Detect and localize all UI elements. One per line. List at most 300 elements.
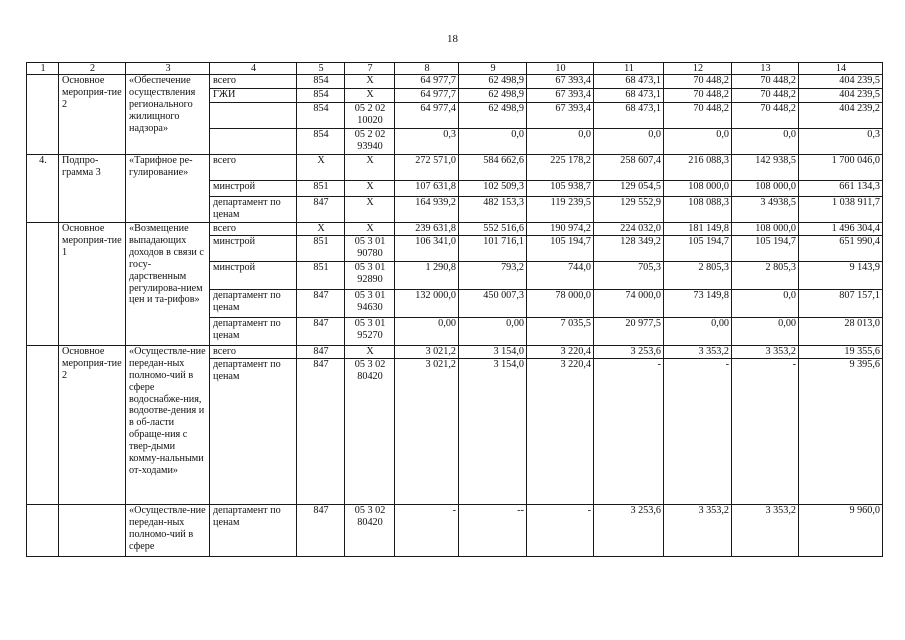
value-cell xyxy=(664,197,732,223)
value-cell-text: 105 194,7 xyxy=(688,235,729,247)
csr-code-cell-text: Х xyxy=(366,181,374,192)
value-cell-text: 450 007,3 xyxy=(483,289,524,301)
executor-cell xyxy=(210,289,297,317)
value-cell xyxy=(459,89,527,103)
value-cell-text: 67 393,4 xyxy=(555,75,591,86)
value-cell-text: 807 157,1 xyxy=(839,289,880,301)
value-cell-text: 9 960,0 xyxy=(849,504,880,516)
value-cell xyxy=(799,345,883,358)
value-cell xyxy=(395,235,459,261)
table-body xyxy=(27,75,883,557)
value-cell-text: 105 938,7 xyxy=(550,181,591,192)
grbs-code-cell-text: 854 xyxy=(313,103,329,114)
value-cell xyxy=(459,223,527,236)
value-cell xyxy=(459,235,527,261)
value-cell-text: 119 239,5 xyxy=(550,197,591,208)
header-cell: 13 xyxy=(732,63,799,75)
value-cell-text: 108 000,0 xyxy=(755,181,796,192)
value-cell xyxy=(664,345,732,358)
value-cell xyxy=(527,261,594,289)
value-cell xyxy=(594,504,664,556)
csr-code-cell xyxy=(345,181,395,197)
value-cell xyxy=(459,103,527,129)
value-cell xyxy=(395,103,459,129)
value-cell-text: 0,00 xyxy=(438,317,456,329)
csr-code-cell xyxy=(345,155,395,181)
csr-code-cell-text: Х xyxy=(366,345,374,357)
value-cell-text: 3 4938,5 xyxy=(760,197,796,208)
value-cell xyxy=(799,289,883,317)
value-cell-text: 0,00 xyxy=(506,317,524,329)
value-cell-text: 7 035,5 xyxy=(560,317,591,329)
value-cell xyxy=(395,89,459,103)
value-cell-text: 68 473,1 xyxy=(625,103,661,114)
value-cell xyxy=(732,89,799,103)
value-cell-text: 3 220,4 xyxy=(560,345,591,357)
program-name-cell-text: Основное мероприя-тие 2 xyxy=(62,345,122,381)
program-name-cell xyxy=(59,504,126,556)
item-number-cell xyxy=(27,223,59,346)
value-cell xyxy=(395,197,459,223)
header-cell: 9 xyxy=(459,63,527,75)
value-cell-text: 0,00 xyxy=(711,317,729,329)
value-cell xyxy=(527,89,594,103)
header-cell: 14 xyxy=(799,63,883,75)
value-cell-text: 101 716,1 xyxy=(483,235,524,247)
value-cell-text: - xyxy=(657,358,661,370)
value-cell-text: 132 000,0 xyxy=(415,289,456,301)
value-cell xyxy=(395,358,459,504)
executor-cell-text: всего xyxy=(213,75,236,86)
csr-code-cell xyxy=(345,197,395,223)
item-number-cell xyxy=(27,345,59,504)
value-cell-text: 3 154,0 xyxy=(493,358,524,370)
value-cell xyxy=(664,358,732,504)
grbs-code-cell-text: 854 xyxy=(313,75,329,86)
value-cell-text: 239 631,8 xyxy=(415,223,456,234)
csr-code-cell-text: 05 3 01 90780 xyxy=(354,235,386,259)
csr-code-cell xyxy=(345,75,395,89)
executor-cell xyxy=(210,261,297,289)
value-cell xyxy=(527,504,594,556)
value-cell-text: 661 134,3 xyxy=(839,181,880,192)
program-name-cell xyxy=(59,345,126,504)
value-cell-text: 3 154,0 xyxy=(493,345,524,357)
value-cell xyxy=(594,197,664,223)
executor-cell-text: минстрой xyxy=(213,261,256,273)
value-cell xyxy=(459,504,527,556)
value-cell xyxy=(527,155,594,181)
program-title-cell-text: «Осуществле-ние передан-ных полномо-чий в сфере xyxy=(129,504,206,552)
program-name-cell xyxy=(59,155,126,223)
header-cell: 10 xyxy=(527,63,594,75)
value-cell xyxy=(459,129,527,155)
value-cell-text: 74 000,0 xyxy=(625,289,661,301)
executor-cell xyxy=(210,358,297,504)
value-cell-text: 78 000,0 xyxy=(555,289,591,301)
value-cell-text: 0,0 xyxy=(648,129,661,140)
value-cell-text: 3 253,6 xyxy=(630,345,661,357)
value-cell-text: 3 353,2 xyxy=(698,345,729,357)
csr-code-cell xyxy=(345,358,395,504)
value-cell xyxy=(527,317,594,345)
value-cell xyxy=(459,317,527,345)
value-cell-text: 404 239,5 xyxy=(839,75,880,86)
csr-code-cell-text: 05 3 01 92890 xyxy=(354,261,386,285)
grbs-code-cell xyxy=(297,197,345,223)
value-cell xyxy=(527,181,594,197)
value-cell-text: 272 571,0 xyxy=(415,155,456,166)
value-cell-text: -- xyxy=(517,504,524,516)
grbs-code-cell-text: 851 xyxy=(313,261,329,273)
value-cell xyxy=(732,504,799,556)
grbs-code-cell-text: 854 xyxy=(313,89,329,100)
csr-code-cell xyxy=(345,103,395,129)
value-cell xyxy=(732,223,799,236)
value-cell xyxy=(799,155,883,181)
header-cell: 1 xyxy=(27,63,59,75)
value-cell xyxy=(527,358,594,504)
value-cell xyxy=(527,197,594,223)
csr-code-cell-text: 05 2 02 93940 xyxy=(354,129,386,152)
executor-cell-text: департамент по ценам xyxy=(213,358,281,382)
grbs-code-cell-text: 851 xyxy=(313,235,329,247)
header-cell: 5 xyxy=(297,63,345,75)
value-cell-text: 19 355,6 xyxy=(844,345,880,357)
executor-cell-text: ГЖИ xyxy=(213,89,236,100)
value-cell-text: 62 498,9 xyxy=(488,75,524,86)
value-cell-text: 404 239,5 xyxy=(839,89,880,100)
value-cell-text: 107 631,8 xyxy=(415,181,456,192)
value-cell-text: 1 038 911,7 xyxy=(831,197,880,208)
grbs-code-cell xyxy=(297,103,345,129)
value-cell xyxy=(594,289,664,317)
program-name-cell xyxy=(59,223,126,346)
csr-code-cell-text: Х xyxy=(366,223,374,234)
value-cell-text: 70 448,2 xyxy=(760,75,796,86)
csr-code-cell-text: 05 3 02 80420 xyxy=(354,358,386,382)
executor-cell xyxy=(210,223,297,236)
value-cell-text: 3 220,4 xyxy=(560,358,591,370)
value-cell-text: 70 448,2 xyxy=(693,103,729,114)
value-cell-text: 0,0 xyxy=(783,289,796,301)
value-cell-text: 0,3 xyxy=(867,129,880,140)
program-title-cell xyxy=(126,223,210,346)
value-cell-text: 129 054,5 xyxy=(620,181,661,192)
value-cell-text: 62 498,9 xyxy=(488,89,524,100)
value-cell-text: 0,3 xyxy=(443,129,456,140)
value-cell xyxy=(594,103,664,129)
value-cell xyxy=(395,504,459,556)
executor-cell xyxy=(210,103,297,129)
value-cell xyxy=(664,235,732,261)
value-cell-text: 482 153,3 xyxy=(483,197,524,208)
item-number-cell xyxy=(27,155,59,223)
value-cell xyxy=(395,75,459,89)
value-cell-text: 3 353,2 xyxy=(765,345,796,357)
program-title-cell xyxy=(126,75,210,155)
value-cell-text: 0,00 xyxy=(778,317,796,329)
value-cell xyxy=(395,181,459,197)
value-cell-text: 70 448,2 xyxy=(760,103,796,114)
header-cell: 12 xyxy=(664,63,732,75)
grbs-code-cell-text: Х xyxy=(317,155,325,166)
value-cell xyxy=(594,89,664,103)
value-cell xyxy=(732,235,799,261)
value-cell-text: - xyxy=(792,358,796,370)
value-cell xyxy=(459,358,527,504)
csr-code-cell xyxy=(345,235,395,261)
executor-cell xyxy=(210,197,297,223)
grbs-code-cell-text: 847 xyxy=(313,358,329,370)
value-cell xyxy=(664,89,732,103)
executor-cell-text: департамент по ценам xyxy=(213,504,281,528)
value-cell xyxy=(799,223,883,236)
value-cell-text: 68 473,1 xyxy=(625,75,661,86)
value-cell xyxy=(732,345,799,358)
value-cell xyxy=(594,358,664,504)
value-cell-text: 108 088,3 xyxy=(688,197,729,208)
value-cell xyxy=(395,261,459,289)
value-cell xyxy=(799,197,883,223)
table-row xyxy=(27,155,883,181)
header-cell: 3 xyxy=(126,63,210,75)
value-cell-text: 68 473,1 xyxy=(625,89,661,100)
value-cell xyxy=(395,129,459,155)
value-cell-text: 2 805,3 xyxy=(765,261,796,273)
executor-cell xyxy=(210,75,297,89)
value-cell-text: 128 349,2 xyxy=(620,235,661,247)
value-cell xyxy=(527,235,594,261)
value-cell-text: 28 013,0 xyxy=(844,317,880,329)
value-cell xyxy=(459,75,527,89)
value-cell-text: 1 496 304,4 xyxy=(831,223,880,234)
value-cell xyxy=(594,261,664,289)
grbs-code-cell-text: 847 xyxy=(313,345,329,357)
csr-code-cell-text: Х xyxy=(366,155,374,166)
value-cell-text: 64 977,7 xyxy=(420,75,456,86)
value-cell-text: 552 516,6 xyxy=(483,223,524,234)
value-cell-text: 164 939,2 xyxy=(415,197,456,208)
value-cell-text: 584 662,6 xyxy=(483,155,524,166)
grbs-code-cell-text: 854 xyxy=(313,129,329,140)
program-title-cell-text: «Тарифное ре-гулирование» xyxy=(129,155,193,178)
value-cell xyxy=(664,181,732,197)
value-cell xyxy=(732,155,799,181)
grbs-code-cell xyxy=(297,261,345,289)
value-cell-text: - xyxy=(587,504,591,516)
grbs-code-cell xyxy=(297,129,345,155)
value-cell-text: 190 974,2 xyxy=(550,223,591,234)
value-cell-text: 705,3 xyxy=(638,261,661,273)
value-cell xyxy=(799,103,883,129)
value-cell xyxy=(395,289,459,317)
executor-cell-text: всего xyxy=(213,155,236,166)
value-cell xyxy=(799,358,883,504)
csr-code-cell xyxy=(345,289,395,317)
program-title-cell-text: «Обеспечение осуществления регионального жилищного надзора» xyxy=(129,75,196,134)
value-cell xyxy=(594,129,664,155)
value-cell-text: 70 448,2 xyxy=(693,89,729,100)
header-cell: 4 xyxy=(210,63,297,75)
value-cell xyxy=(594,223,664,236)
executor-cell xyxy=(210,129,297,155)
grbs-code-cell xyxy=(297,317,345,345)
csr-code-cell-text: 05 3 01 94630 xyxy=(354,289,386,313)
value-cell xyxy=(527,75,594,89)
header-cell: 8 xyxy=(395,63,459,75)
program-title-cell-text: «Возмещение выпадающих доходов в связи с госу-дарственным регулирова-нием цен и та-рифов» xyxy=(129,223,204,306)
grbs-code-cell-text: 847 xyxy=(313,504,329,516)
value-cell-text: 181 149,8 xyxy=(688,223,729,234)
executor-cell xyxy=(210,155,297,181)
value-cell xyxy=(594,345,664,358)
csr-code-cell xyxy=(345,504,395,556)
csr-code-cell xyxy=(345,261,395,289)
program-name-cell-text: Основное мероприя-тие 2 xyxy=(62,75,122,110)
value-cell-text: 2 805,3 xyxy=(698,261,729,273)
value-cell-text: 0,0 xyxy=(578,129,591,140)
grbs-code-cell xyxy=(297,75,345,89)
value-cell-text: 793,2 xyxy=(501,261,524,273)
value-cell-text: 258 607,4 xyxy=(620,155,661,166)
value-cell xyxy=(459,155,527,181)
value-cell xyxy=(527,289,594,317)
value-cell-text: 3 353,2 xyxy=(698,504,729,516)
program-title-cell xyxy=(126,504,210,556)
value-cell xyxy=(799,261,883,289)
csr-code-cell-text: Х xyxy=(366,75,374,86)
value-cell xyxy=(395,223,459,236)
executor-cell xyxy=(210,504,297,556)
value-cell xyxy=(459,289,527,317)
csr-code-cell xyxy=(345,223,395,236)
value-cell xyxy=(527,345,594,358)
value-cell-text: 20 977,5 xyxy=(625,317,661,329)
value-cell-text: 1 700 046,0 xyxy=(831,155,880,166)
value-cell xyxy=(799,129,883,155)
header-row xyxy=(27,63,883,75)
executor-cell xyxy=(210,89,297,103)
grbs-code-cell xyxy=(297,89,345,103)
value-cell xyxy=(799,317,883,345)
value-cell-text: 106 341,0 xyxy=(415,235,456,247)
grbs-code-cell-text: 847 xyxy=(313,289,329,301)
table-row xyxy=(27,223,883,236)
csr-code-cell xyxy=(345,89,395,103)
csr-code-cell-text: Х xyxy=(366,89,374,100)
executor-cell-text: департамент по ценам xyxy=(213,289,281,313)
value-cell xyxy=(732,261,799,289)
value-cell xyxy=(664,129,732,155)
program-name-cell-text: Основное мероприя-тие 1 xyxy=(62,223,122,258)
grbs-code-cell xyxy=(297,504,345,556)
value-cell xyxy=(594,317,664,345)
executor-cell-text: минстрой xyxy=(213,181,256,192)
header-cell: 11 xyxy=(594,63,664,75)
program-name-cell xyxy=(59,75,126,155)
item-number-cell-text: 4. xyxy=(39,155,47,166)
value-cell-text: - xyxy=(725,358,729,370)
program-title-cell-text: «Осуществле-ние передан-ных полномо-чий в сфере водоснабже-ния, водоотве-дения и в об-ласти обраще-ния с твер-дыми комму-нальными от-ходами» xyxy=(129,345,206,476)
executor-cell-text: департамент по ценам xyxy=(213,197,281,220)
value-cell-text: 0,0 xyxy=(783,129,796,140)
value-cell-text: 67 393,4 xyxy=(555,103,591,114)
value-cell xyxy=(799,89,883,103)
header-cell: 2 xyxy=(59,63,126,75)
grbs-code-cell-text: 847 xyxy=(313,197,329,208)
value-cell-text: 108 000,0 xyxy=(688,181,729,192)
csr-code-cell xyxy=(345,317,395,345)
value-cell-text: 0,0 xyxy=(716,129,729,140)
table-row xyxy=(27,504,883,556)
value-cell-text: 62 498,9 xyxy=(488,103,524,114)
value-cell xyxy=(395,155,459,181)
value-cell xyxy=(732,317,799,345)
executor-cell xyxy=(210,345,297,358)
budget-table xyxy=(26,62,883,557)
value-cell xyxy=(799,504,883,556)
value-cell-text: 70 448,2 xyxy=(760,89,796,100)
value-cell xyxy=(664,504,732,556)
value-cell-text: 3 021,2 xyxy=(425,345,456,357)
value-cell-text: 224 032,0 xyxy=(620,223,661,234)
item-number-cell xyxy=(27,75,59,155)
program-name-cell-text: Подпро-грамма 3 xyxy=(62,155,101,178)
value-cell xyxy=(799,235,883,261)
value-cell xyxy=(732,75,799,89)
grbs-code-cell-text: Х xyxy=(317,223,325,234)
table-row xyxy=(27,75,883,89)
value-cell xyxy=(395,345,459,358)
value-cell-text: 129 552,9 xyxy=(620,197,661,208)
value-cell-text: 0,0 xyxy=(511,129,524,140)
value-cell xyxy=(459,261,527,289)
grbs-code-cell-text: 851 xyxy=(313,181,329,192)
item-number-cell xyxy=(27,504,59,556)
value-cell-text: 9 395,6 xyxy=(849,358,880,370)
grbs-code-cell xyxy=(297,223,345,236)
value-cell xyxy=(732,129,799,155)
value-cell-text: 142 938,5 xyxy=(755,155,796,166)
value-cell-text: 3 353,2 xyxy=(765,504,796,516)
value-cell xyxy=(459,197,527,223)
csr-code-cell-text: 05 3 02 80420 xyxy=(354,504,386,528)
value-cell-text: 404 239,2 xyxy=(839,103,880,114)
executor-cell-text: департамент по ценам xyxy=(213,317,281,341)
grbs-code-cell xyxy=(297,358,345,504)
csr-code-cell xyxy=(345,129,395,155)
value-cell xyxy=(799,75,883,89)
value-cell xyxy=(594,75,664,89)
value-cell-text: 73 149,8 xyxy=(693,289,729,301)
value-cell xyxy=(664,223,732,236)
value-cell-text: 216 088,3 xyxy=(688,155,729,166)
value-cell-text: 108 000,0 xyxy=(755,223,796,234)
value-cell-text: 9 143,9 xyxy=(849,261,880,273)
value-cell xyxy=(459,345,527,358)
grbs-code-cell xyxy=(297,155,345,181)
value-cell xyxy=(527,129,594,155)
value-cell xyxy=(594,181,664,197)
executor-cell xyxy=(210,317,297,345)
value-cell-text: 1 290,8 xyxy=(425,261,456,273)
executor-cell-text: всего xyxy=(213,223,236,234)
value-cell xyxy=(594,235,664,261)
value-cell-text: 64 977,4 xyxy=(420,103,456,114)
value-cell xyxy=(732,197,799,223)
header-cell: 7 xyxy=(345,63,395,75)
